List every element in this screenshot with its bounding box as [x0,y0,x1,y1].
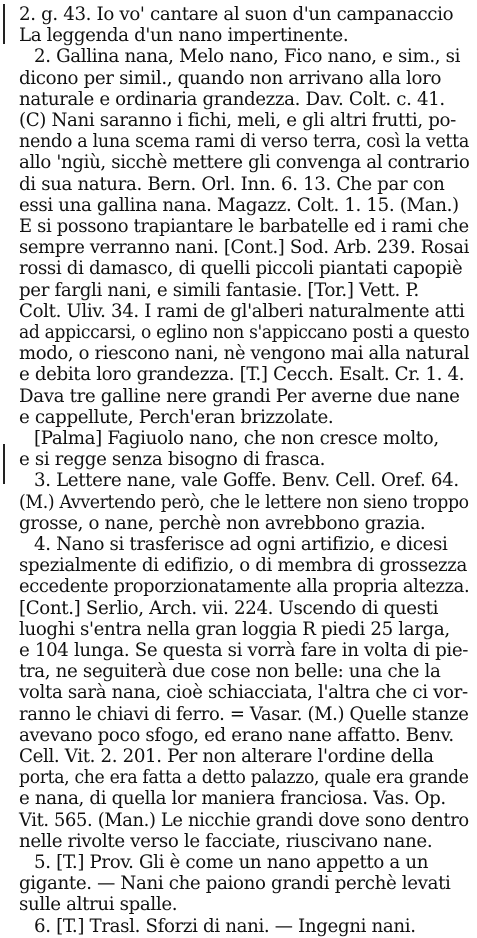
text-line: avevano poco sfogo, ed erano nane affatto. Benv. [19,724,454,746]
text-line: ad appiccarsi, o eglino non s'appiccano posti a questo [19,322,470,343]
text-line: grosse, o nane, perchè non avrebbono grazia. [19,512,426,534]
text-line: La leggenda d'un nano impertinente. [19,25,349,47]
text-line: per fargli nani, e simili fantasie. [Tor.] Vett. P. [19,279,419,301]
text-line: ranno le chiavi di ferro. = Vasar. (M.) Quelle stanze [19,703,469,725]
text-line: gigante. — Nani che paiono grandi perchè levati [19,873,451,895]
text-line: Dava tre galline nere grandi Per averne due nane [19,385,460,407]
text-line: eccedente proporzionatamente alla propria altezza. [19,576,470,598]
text-line: [Palma] Fagiuolo nano, che non cresce molto, [34,428,439,449]
text-line: 6. [T.] Trasl. Sforzi di nani. — Ingegni nani. [34,915,416,937]
text-line: 3. Lettere nane, vale Goffe. Benv. Cell. Oref. 64. [34,470,459,492]
text-line: sulle altrui spalle. [19,894,178,916]
margin-bar-middle [3,444,5,484]
text-line: [Cont.] Serlio, Arch. vii. 224. Uscendo di questi [19,597,439,619]
text-line: 2. Gallina nana, Melo nano, Fico nano, e sim., si [34,46,461,68]
text-line: luoghi s'entra nella gran loggia R piedi 25 larga, [19,618,450,640]
text-line: e cappellute, Perch'eran brizzolate. [19,406,334,428]
text-line: nendo a luna scema rami di verso terra, così la vetta [19,131,469,153]
text-line: e si regge senza bisogno di frasca. [19,449,326,471]
text-line: modo, o riescono nani, nè vengono mai alla natural [19,343,470,365]
text-line: 4. Nano si trasferisce ad ogni artifizio, e dicesi [34,534,448,555]
text-line: porta, che era fatta a detto palazzo, quale era grande [19,767,469,789]
text-line: essi una gallina nana. Magazz. Colt. 1. 15. (Man.) [19,194,459,216]
text-line: e nana, di quella lor maniera franciosa. Vas. Op. [19,788,446,810]
text-line: naturale e ordinaria grandezza. Dav. Colt. c. 41. [19,88,445,110]
text-line: e 104 lunga. Se questa si vorrà fare in volta di pie- [19,640,469,661]
text-line: 5. [T.] Prov. Gli è come un nano appetto a un [34,852,429,873]
text-line: E si possono trapiantare le barbatelle ed i rami che [19,216,469,237]
text-line: Cell. Vit. 2. 201. Per non alterare l'ordine della [19,746,434,767]
text-line: allo 'ngiù, sicchè mettere gli convenga al contrario [19,152,470,174]
text-line: 2. g. 43. Io vo' cantare al suon d'un campanaccio [19,4,454,25]
text-line: Vit. 565. (Man.) Le nicchie grandi dove sono dentro [19,809,469,831]
text-line: dicono per simil., quando non arrivano alla loro [19,67,442,89]
text-line: sempre verranno nani. [Cont.] Sod. Arb. 239. Rosai [19,237,469,259]
text-line: di sua natura. Bern. Orl. Inn. 6. 13. Che par con [19,173,445,195]
text-line: e debita loro grandezza. [T.] Cecch. Esalt. Cr. 1. 4. [19,364,465,386]
text-line: spezialmente di edifizio, o di membra di grossezza [19,555,467,577]
text-line: (M.) Avvertendo però, che le lettere non sieno troppo [19,491,469,513]
text-line: nelle rivolte verso le facciate, riuscivano nane. [19,830,433,852]
text-line: tra, ne seguiterà due cose non belle: una che la [19,661,441,683]
text-line: volta sarà nana, cioè schiacciata, l'altra che ci vor- [19,682,468,704]
text-line: Colt. Uliv. 34. I rami de gl'alberi naturalmente atti [19,300,465,322]
margin-bar-top [3,4,5,44]
text-line: rossi di damasco, di quelli piccoli piantati capopiè [19,258,463,280]
text-line: (C) Nani saranno i fichi, meli, e gli altri frutti, po- [19,110,456,131]
